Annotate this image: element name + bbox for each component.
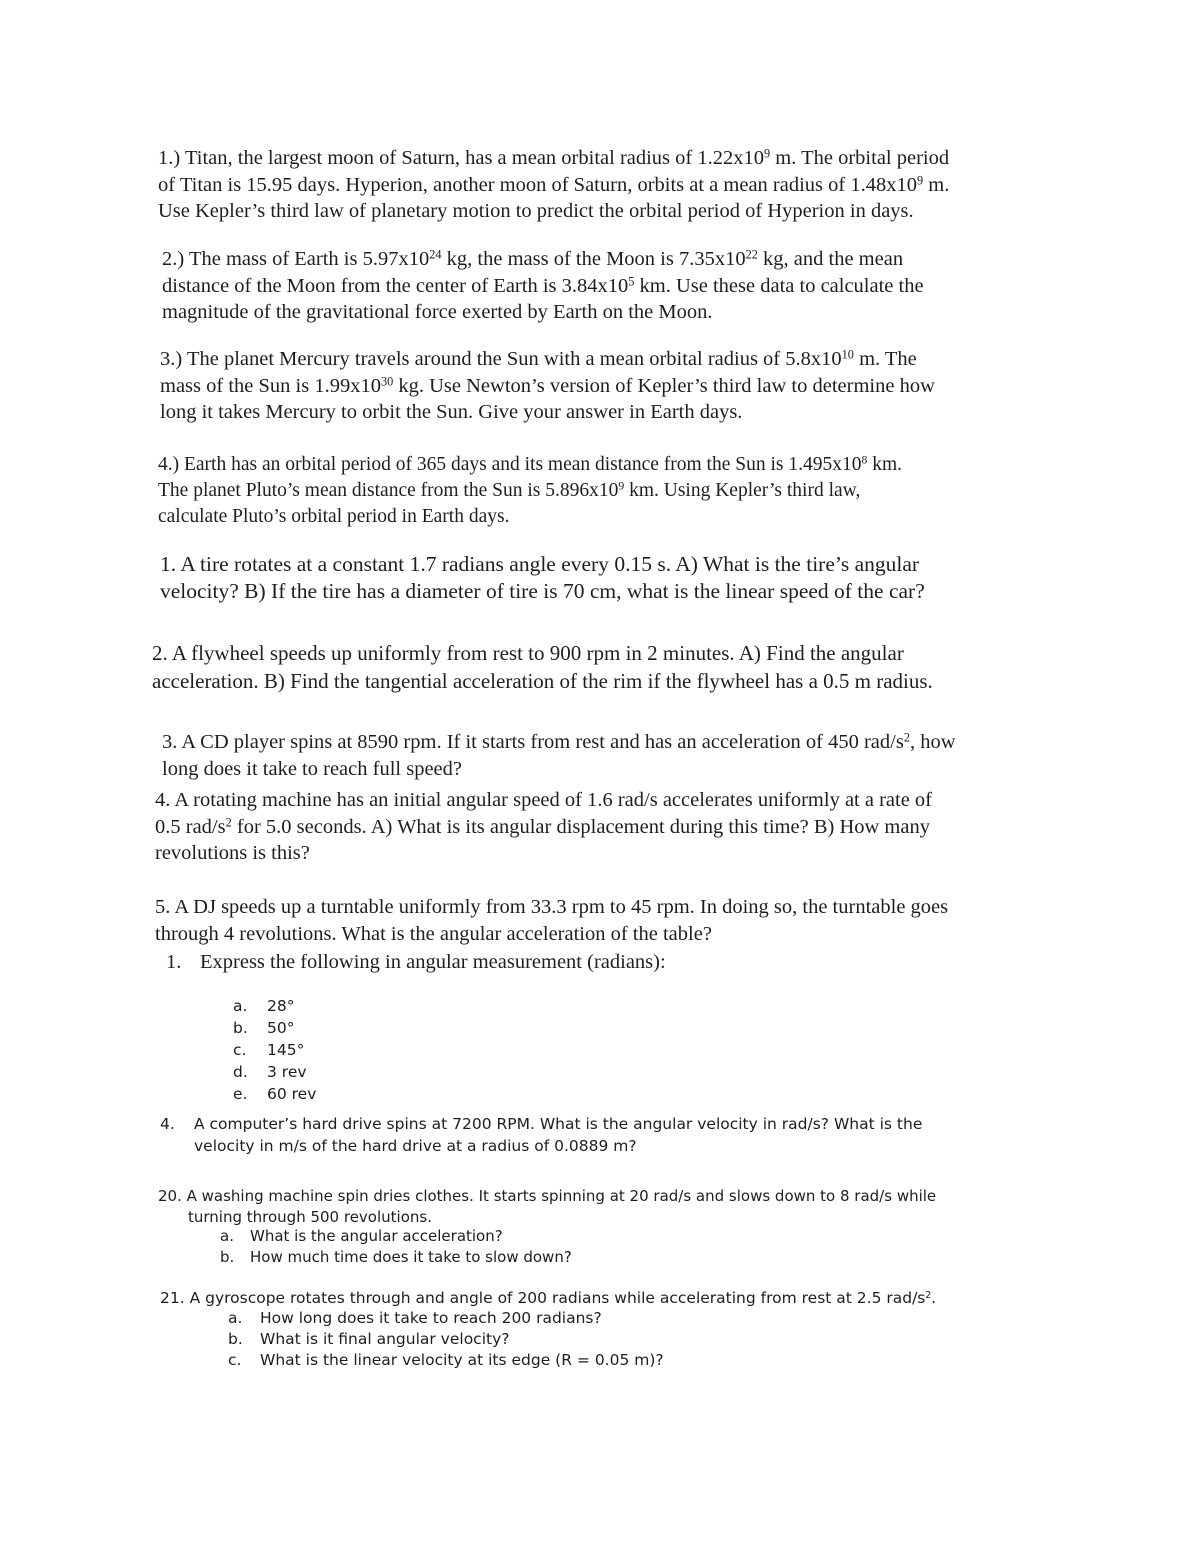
text-line (166, 949, 666, 976)
gyroscope-subquestions (228, 1308, 664, 1371)
text-line: 1.) Titan, the largest moon of Saturn, has a mean orbital radius of $1.22x10^9$ m. The orbital period (158, 146, 950, 169)
text-line: velocity? B) If the tire has a diameter of tire is 70 cm, what is the linear speed of the car? (160, 579, 925, 603)
text-line: 0.5 rad/$s^2$ for 5.0 seconds. A) What is its angular displacement during this time? B) How many (155, 814, 930, 838)
question-flywheel (152, 639, 933, 695)
text-line: 4. A computer’s hard drive spins at 7200 RPM. What is the angular velocity in rad/s? What is the (160, 1115, 923, 1133)
text-line: revolutions is this? (155, 842, 310, 864)
question-hard-drive (160, 1113, 922, 1157)
text-line: velocity in m/s of the hard drive at a radius of 0.0889 m? (194, 1137, 637, 1155)
question-turntable (155, 894, 948, 947)
problem-pluto (158, 452, 902, 530)
problem-titan (158, 145, 949, 225)
text-line: magnitude of the gravitational force exerted by Earth on the Moon. (162, 301, 713, 323)
text-line: 1. A tire rotates at a constant 1.7 radians angle every 0.15 s. A) What is the tire’s angular (160, 552, 920, 576)
text-line: long it takes Mercury to orbit the Sun. Give your answer in Earth days. (160, 401, 743, 423)
text-line: calculate Pluto’s orbital period in Earth days. (158, 506, 510, 527)
text-line: Use Kepler’s third law of planetary motion to predict the orbital period of Hyperion in days. (158, 200, 914, 222)
question-rotating-machine (155, 787, 932, 867)
list-item: a. What is the angular acceleration? (220, 1227, 503, 1245)
question-cd-player (162, 729, 956, 782)
text-line: 21. A gyroscope rotates through and angle of 200 radians while accelerating from rest at 2.5 rad/$s^2$. (160, 1289, 937, 1307)
question-washing-machine (158, 1186, 936, 1228)
text-line: acceleration. B) Find the tangential acceleration of the rim if the flywheel has a 0.5 m radius. (152, 669, 933, 693)
radians-list (233, 995, 316, 1105)
list-item: b. What is it final angular velocity? (228, 1330, 510, 1348)
list-item: a. How long does it take to reach 200 radians? (228, 1309, 602, 1327)
text-line: The planet Pluto’s mean distance from the Sun is $5.896x10^9$ km. Using Kepler’s third law, (158, 479, 861, 501)
item-number: 1. (166, 951, 182, 973)
question-gyroscope (160, 1288, 936, 1309)
text-line: 4.) Earth has an orbital period of 365 days and its mean distance from the Sun is $1.495x10^8$ km. (158, 453, 902, 475)
text-line: turning through 500 revolutions. (188, 1208, 432, 1226)
list-item: c. What is the linear velocity at its edge (R = 0.05 m)? (228, 1351, 664, 1369)
text-line: 4. A rotating machine has an initial angular speed of 1.6 rad/s accelerates uniformly at a rate of (155, 789, 933, 811)
problem-mercury (160, 346, 935, 426)
list-item: b. How much time does it take to slow down? (220, 1248, 572, 1266)
washing-subquestions (220, 1226, 572, 1268)
text-line: long does it take to reach full speed? (162, 757, 462, 780)
list-item: c. 145° (233, 1041, 305, 1059)
text-line: 2.) The mass of Earth is $5.97x10^{24}$ kg, the mass of the Moon is $7.35x10^{22}$ kg, and the mean (162, 247, 904, 270)
text-line: through 4 revolutions. What is the angular acceleration of the table? (155, 922, 712, 945)
text-line: 5. A DJ speeds up a turntable uniformly from 33.3 rpm to 45 rpm. In doing so, the turntable goes (155, 896, 949, 918)
text-line: 2. A flywheel speeds up uniformly from rest to 900 rpm in 2 minutes. A) Find the angular (152, 641, 904, 665)
list-item: a. 28° (233, 997, 295, 1015)
question-tire (160, 551, 925, 605)
text-line: of Titan is 15.95 days. Hyperion, another moon of Saturn, orbits at a mean radius of $1.48x10^9$ m. (158, 172, 950, 196)
list-item: b. 50° (233, 1019, 295, 1037)
problem-earth-moon (162, 246, 924, 326)
text-line: 3. A CD player spins at 8590 rpm. If it starts from rest and has an acceleration of 450 rad/$s^2$, how (162, 730, 956, 753)
text-line: distance of the Moon from the center of Earth is $3.84x10^5$ km. Use these data to calculate the (162, 273, 924, 297)
question-express-radians (166, 949, 666, 976)
list-item: d. 3 rev (233, 1063, 307, 1081)
text-line: 20. A washing machine spin dries clothes. It starts spinning at 20 rad/s and slows down to 8 rad/s while (158, 1187, 937, 1205)
list-item: e. 60 rev (233, 1085, 317, 1103)
text-line: mass of the Sun is $1.99x10^{30}$ kg. Use Newton’s version of Kepler’s third law to determine how (160, 373, 935, 397)
text-line: 3.) The planet Mercury travels around the Sun with a mean orbital radius of $5.8x10^{10}$ m. The (160, 347, 917, 370)
item-text: Express the following in angular measurement (radians): (200, 951, 666, 973)
